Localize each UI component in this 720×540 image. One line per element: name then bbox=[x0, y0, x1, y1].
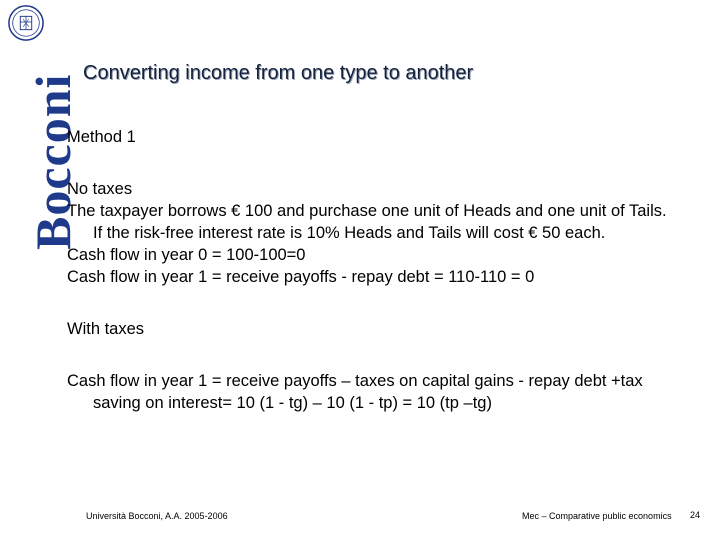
cash-flow-year0: Cash flow in year 0 = 100-100=0 bbox=[67, 246, 306, 264]
method-heading: Method 1 bbox=[67, 128, 136, 146]
footer-university: Università Bocconi, A.A. 2005-2006 bbox=[86, 511, 228, 521]
slide-body bbox=[67, 126, 677, 414]
university-seal-icon bbox=[7, 4, 45, 42]
bocconi-brand-logo: Bocconi bbox=[25, 73, 81, 250]
with-taxes-paragraph: Cash flow in year 1 = receive payoffs – taxes on capital gains - repay debt +tax saving on interest= 10 (1 - tg) – 10 (1 - tp) = 10 (tp –tg) bbox=[67, 372, 643, 412]
page-number: 24 bbox=[690, 510, 701, 520]
cash-flow-year1: Cash flow in year 1 = receive payoffs - repay debt = 110-110 = 0 bbox=[67, 268, 535, 286]
no-taxes-paragraph: The taxpayer borrows € 100 and purchase one unit of Heads and one unit of Tails. If the risk-free interest rate is 10% Heads and Tails will cost € 50 each. bbox=[67, 202, 667, 242]
sidebar bbox=[0, 0, 81, 260]
slide-title: Converting income from one type to another bbox=[83, 62, 474, 84]
no-taxes-heading: No taxes bbox=[67, 180, 133, 198]
footer-course: Mec – Comparative public economics bbox=[522, 511, 672, 521]
with-taxes-heading: With taxes bbox=[67, 320, 145, 338]
